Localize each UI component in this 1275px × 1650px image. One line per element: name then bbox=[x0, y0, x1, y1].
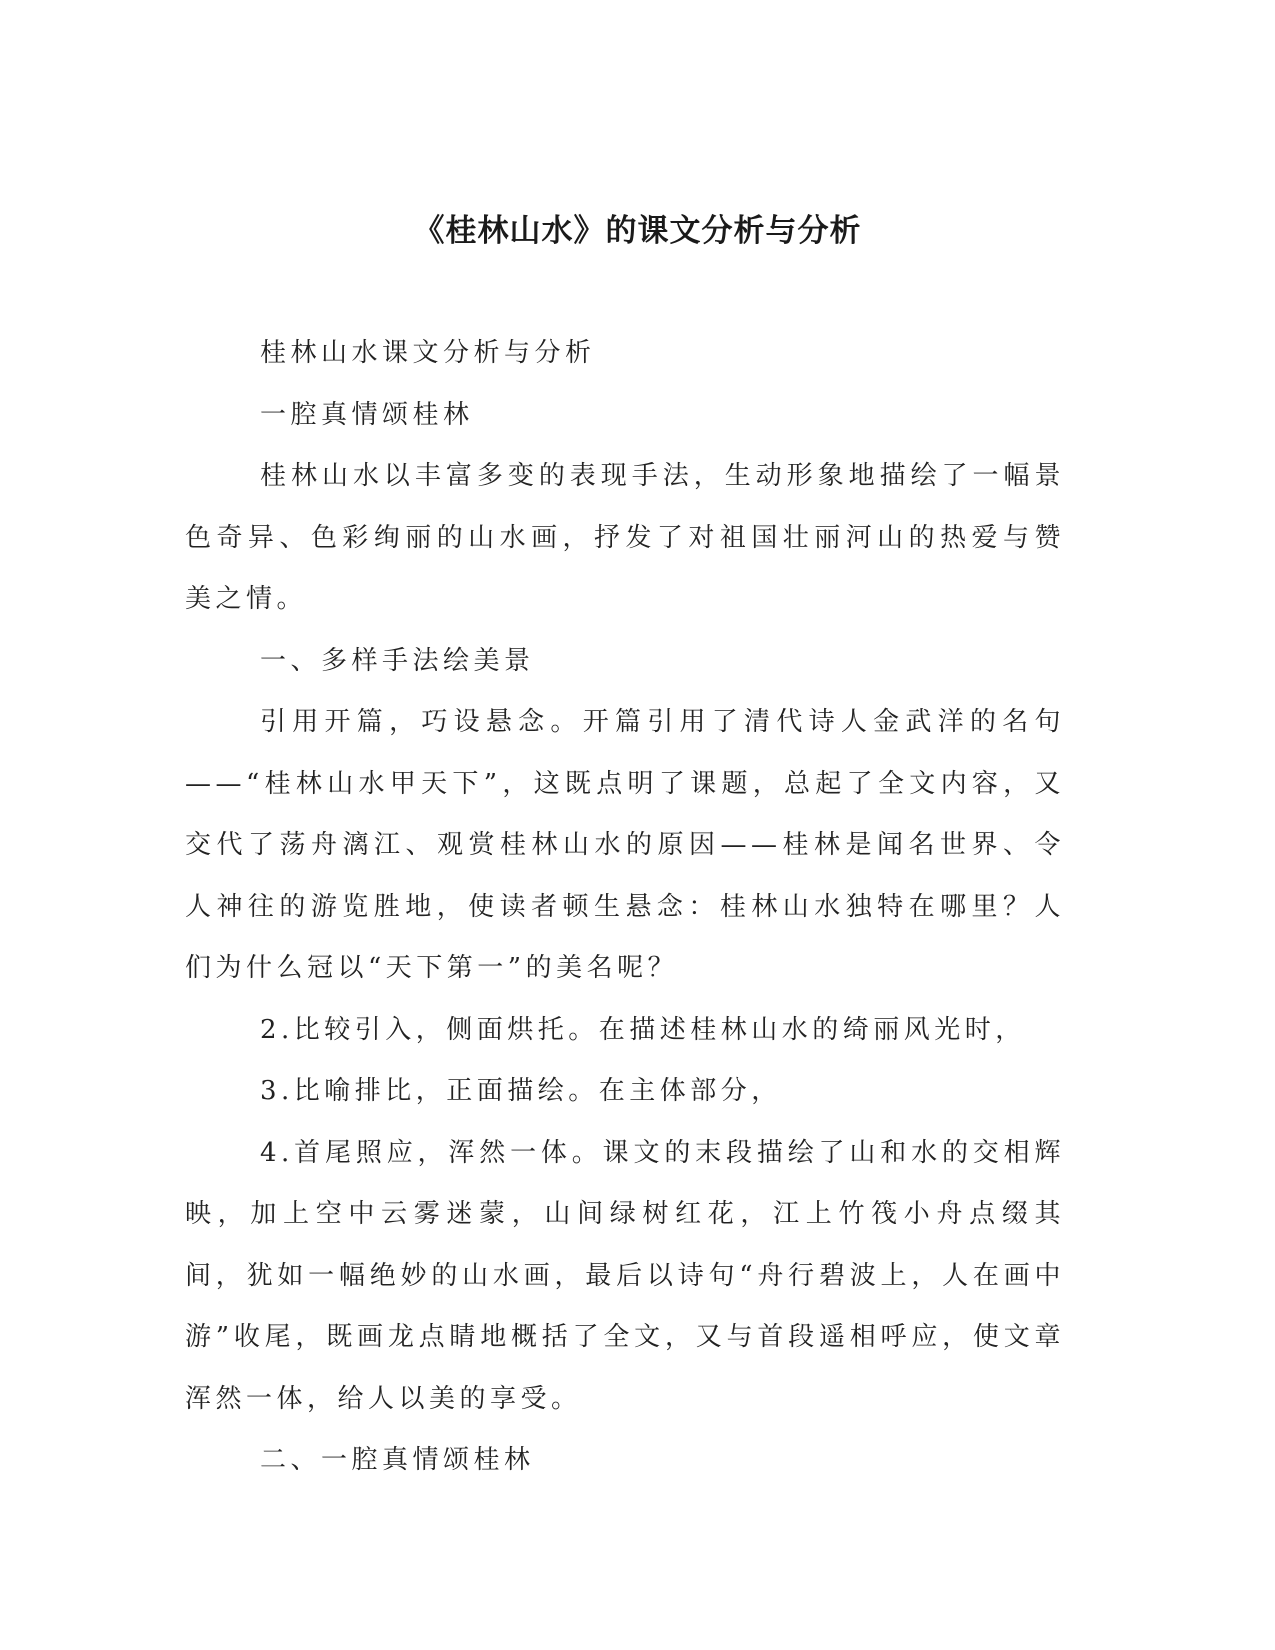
paragraph-intro: 桂林山水以丰富多变的表现手法，生动形象地描绘了一幅景色奇异、色彩绚丽的山水画，抒发了对祖国壮丽河山的热爱与赞美之情。 bbox=[185, 461, 1065, 614]
paragraph-point-3: 3.比喻排比，正面描绘。在主体部分， bbox=[260, 1076, 782, 1106]
paragraph-point-4: 4.首尾照应，浑然一体。课文的末段描绘了山和水的交相辉映，加上空中云雾迷蒙，山间绿树红花，江上竹筏小舟点缀其间，犹如一幅绝妙的山水画，最后以诗句“舟行碧波上，人在画中游”收尾，既画龙点睛地概括了全文，又与首段遥相呼应，使文章浑然一体，给人以美的享受。 bbox=[185, 1137, 1065, 1414]
section-heading-2: 二、一腔真情颂桂林 bbox=[260, 1445, 535, 1475]
paragraph-heading: 一腔真情颂桂林 bbox=[260, 399, 474, 430]
document-body bbox=[185, 323, 1065, 1492]
document-title: 《桂林山水》的课文分析与分析 bbox=[413, 213, 862, 249]
paragraph-point-2: 2.比较引入，侧面烘托。在描述桂林山水的绮丽风光时， bbox=[260, 1014, 1026, 1045]
paragraph-point-1: 引用开篇，巧设悬念。开篇引用了清代诗人金武洋的名句——“桂林山水甲天下”，这既点明了课题，总起了全文内容，又交代了荡舟漓江、观赏桂林山水的原因——桂林是闻名世界、令人神往的游览胜地，使读者顿生悬念：桂林山水独特在哪里？人们为什么冠以“天下第一”的美名呢？ bbox=[185, 707, 1065, 983]
paragraph-subtitle: 桂林山水课文分析与分析 bbox=[260, 338, 596, 368]
section-heading-1: 一、多样手法绘美景 bbox=[260, 645, 535, 676]
